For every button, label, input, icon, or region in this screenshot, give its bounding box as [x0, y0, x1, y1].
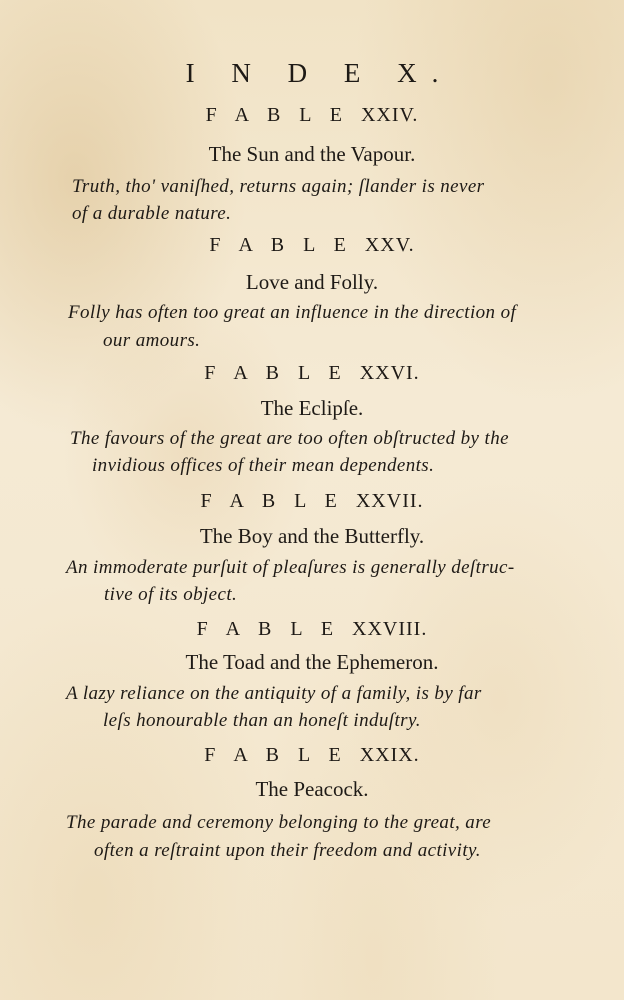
fable-title: The Peacock. [255, 777, 369, 801]
fable-heading-prefix: F A B L E [205, 104, 349, 126]
fable-moral-line: The favours of the great are too often obſtructed by the [70, 428, 509, 449]
fable-heading-number: XXV. [364, 234, 415, 256]
index-title: I N D E X. [185, 58, 454, 88]
fable-heading-number: XXIX. [359, 744, 420, 766]
fable-moral-line: leſs honourable than an honeſt induſtry. [103, 710, 421, 731]
fable-title: The Boy and the Butterfly. [199, 524, 425, 548]
fable-title: The Toad and the Ephemeron. [185, 650, 439, 674]
fable-heading-prefix: F A B L E [196, 618, 341, 640]
fable-heading-number: XXIV. [360, 104, 419, 126]
fable-moral-line: often a reſtraint upon their freedom and activity. [94, 840, 481, 861]
fable-heading [0, 104, 624, 127]
fable-heading [0, 234, 624, 257]
fable-heading [0, 362, 624, 385]
fable-title: The Eclipſe. [260, 396, 364, 420]
fable-heading-number: XXVIII. [352, 618, 428, 640]
fable-title: Love and Folly. [245, 270, 379, 294]
fable-moral-line: invidious offices of their mean dependents. [92, 455, 435, 476]
fable-moral-line: The parade and ceremony belonging to the great, are [66, 812, 492, 833]
fable-moral-line: of a durable nature. [72, 203, 232, 224]
fable-moral-line: A lazy reliance on the antiquity of a family, is by far [66, 683, 482, 704]
fable-moral-line: Folly has often too great an influence in the direction of [68, 302, 517, 323]
fable-title: The Sun and the Vapour. [208, 142, 416, 166]
fable-moral-line: Truth, tho' vaniſhed, returns again; ſlander is never [72, 176, 485, 197]
fable-heading-prefix: F A B L E [200, 490, 344, 512]
fable-moral-line: our amours. [103, 330, 201, 351]
fable-heading-number: XXVII. [355, 490, 424, 512]
fable-heading [0, 744, 624, 767]
fable-heading-number: XXVI. [359, 362, 420, 384]
fable-heading-prefix: F A B L E [204, 744, 348, 766]
fable-heading-prefix: F A B L E [209, 234, 353, 256]
fable-moral-line: tive of its object. [104, 584, 238, 605]
fable-heading [0, 490, 624, 513]
fable-heading-prefix: F A B L E [204, 362, 348, 384]
fable-moral-line: An immoderate purſuit of pleaſures is generally deſtruc- [66, 557, 515, 578]
fable-heading [0, 618, 624, 641]
